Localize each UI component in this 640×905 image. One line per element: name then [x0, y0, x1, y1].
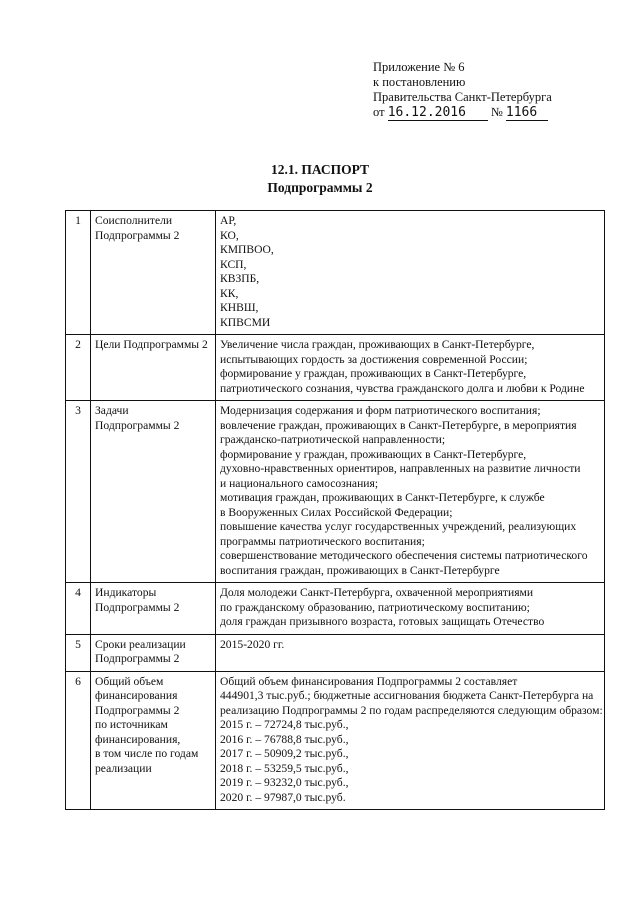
- row-content-line: патриотического сознания, чувства гражданского долга и любви к Родине: [220, 381, 585, 395]
- row-number: 6: [66, 671, 91, 810]
- row-content-line: КК,: [220, 286, 239, 300]
- row-number: 2: [66, 335, 91, 401]
- row-content-line: 2018 г. – 53259,5 тыс.руб.,: [220, 761, 349, 775]
- row-content-line: 2015-2020 гг.: [220, 637, 285, 651]
- row-label-line: Соисполнители: [95, 214, 173, 227]
- row-label-line: по источникам: [95, 718, 168, 731]
- row-content-line: 2020 г. – 97987,0 тыс.руб.: [220, 790, 346, 804]
- table-row: [66, 583, 605, 635]
- row-content: [216, 401, 605, 583]
- table-row: [66, 401, 605, 583]
- row-number: 4: [66, 583, 91, 635]
- row-content-line: КО,: [220, 228, 239, 242]
- row-label: [91, 335, 216, 401]
- row-label: [91, 671, 216, 810]
- row-content-line: по гражданскому образованию, патриотическому воспитанию;: [220, 600, 530, 614]
- from-label: от: [373, 105, 385, 119]
- row-number: 3: [66, 401, 91, 583]
- row-content-line: 2019 г. – 93232,0 тыс.руб.,: [220, 776, 349, 789]
- table-row: [66, 335, 605, 401]
- row-label-line: Подпрограммы 2: [95, 228, 180, 242]
- row-content: [216, 583, 605, 635]
- row-content-line: повышение качества услуг государственных учреждений, реализующих: [220, 520, 577, 533]
- row-content: [216, 634, 605, 671]
- row-content-line: воспитания граждан, проживающих в Санкт-Петербурге: [220, 563, 500, 577]
- row-content-line: формирование у граждан, проживающих в Санкт-Петербурге,: [220, 367, 527, 380]
- row-content-line: Общий объем финансирования Подпрограммы 2 составляет: [220, 674, 518, 688]
- row-number: 1: [66, 211, 91, 335]
- row-content-line: доля граждан призывного возраста, готовых защищать Отечество: [220, 615, 545, 628]
- row-number: 5: [66, 634, 91, 671]
- row-label-line: в том числе по годам: [95, 747, 199, 760]
- row-content-line: Модернизация содержания и форм патриотического воспитания;: [220, 404, 541, 417]
- row-content: [216, 671, 605, 810]
- appendix-block: [373, 60, 623, 121]
- row-label-line: Подпрограммы 2: [95, 418, 180, 432]
- row-label-line: финансирования,: [95, 732, 181, 746]
- row-label-line: реализации: [95, 761, 152, 775]
- row-content-line: КНВШ,: [220, 301, 259, 314]
- row-content-line: вовлечение граждан, проживающих в Санкт-Петербурге, в мероприятия: [220, 418, 577, 432]
- page-title: 12.1. ПАСПОРТ: [270, 162, 370, 177]
- appendix-line-4: [373, 105, 623, 121]
- appendix-line-2: к постановлению: [373, 75, 466, 89]
- table-row: [66, 211, 605, 335]
- row-label-line: Цели Подпрограммы 2: [95, 338, 208, 351]
- page-subtitle: Подпрограммы 2: [267, 180, 373, 195]
- row-content-line: КВЗПБ,: [220, 272, 260, 285]
- row-label-line: Подпрограммы 2: [95, 652, 180, 665]
- row-content-line: и национального самосознания;: [220, 476, 379, 490]
- row-label: [91, 634, 216, 671]
- row-content-line: гражданско-патриотической направленности;: [220, 433, 446, 446]
- row-label-line: Подпрограммы 2: [95, 703, 180, 717]
- row-content-line: в Вооруженных Силах Российской Федерации;: [220, 505, 453, 519]
- row-content-line: КМПВОО,: [220, 243, 274, 256]
- row-content-line: Доля молодежи Санкт-Петербурга, охваченной мероприятиями: [220, 586, 534, 599]
- table-row: [66, 634, 605, 671]
- row-content-line: Увеличение числа граждан, проживающих в Санкт-Петербурге,: [220, 338, 535, 351]
- row-content-line: программы патриотического воспитания;: [220, 534, 425, 548]
- appendix-line-1: Приложение № 6: [373, 60, 465, 74]
- row-label-line: Подпрограммы 2: [95, 600, 180, 614]
- row-label-line: Общий объем: [95, 674, 164, 688]
- table-row: [66, 671, 605, 810]
- row-content-line: 2017 г. – 50909,2 тыс.руб.,: [220, 747, 349, 760]
- passport-table: [65, 210, 605, 810]
- row-content-line: испытывающих гордость за достижения современной России;: [220, 352, 528, 366]
- row-content-line: КСП,: [220, 257, 247, 271]
- row-content-line: формирование у граждан, проживающих в Санкт-Петербурге,: [220, 447, 527, 461]
- row-label-line: Сроки реализации: [95, 637, 186, 651]
- row-label: [91, 211, 216, 335]
- row-label-line: финансирования: [95, 689, 178, 702]
- row-content-line: мотивация граждан, проживающих в Санкт-Петербурге, к службе: [220, 491, 545, 504]
- row-label: [91, 583, 216, 635]
- resolution-number: 1166: [506, 105, 548, 121]
- resolution-date: 16.12.2016: [388, 105, 488, 121]
- row-label: [91, 401, 216, 583]
- row-content-line: духовно-нравственных ориентиров, направленных на развитие личности: [220, 462, 581, 475]
- appendix-line-3: Правительства Санкт-Петербурга: [373, 90, 552, 104]
- row-content-line: 2016 г. – 76788,8 тыс.руб.,: [220, 732, 349, 746]
- row-content-line: совершенствование методического обеспечения системы патриотического: [220, 549, 588, 562]
- row-content-line: 444901,3 тыс.руб.; бюджетные ассигнования бюджета Санкт-Петербурга на: [220, 689, 594, 702]
- row-content-line: КПВСМИ: [220, 315, 271, 329]
- number-label: №: [490, 105, 503, 119]
- row-label-line: Задачи: [95, 404, 129, 417]
- row-content-line: АР,: [220, 214, 237, 227]
- row-label-line: Индикаторы: [95, 586, 157, 599]
- row-content-line: 2015 г. – 72724,8 тыс.руб.,: [220, 718, 349, 731]
- row-content-line: реализацию Подпрограммы 2 по годам распределяются следующим образом:: [220, 703, 603, 717]
- row-content: [216, 335, 605, 401]
- row-content: [216, 211, 605, 335]
